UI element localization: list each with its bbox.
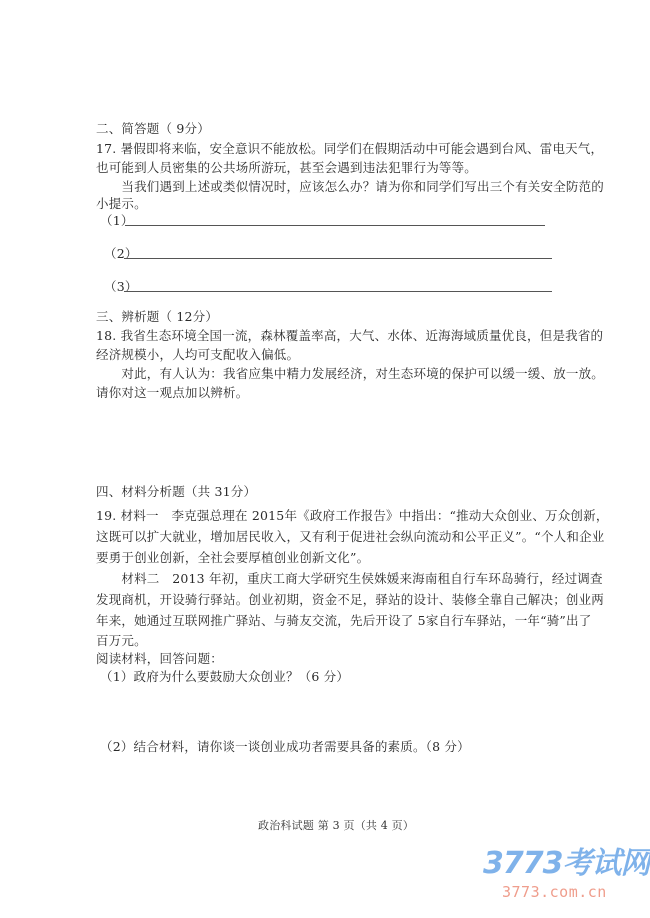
q17-line-2: 也可能到人员密集的公共场所游玩，甚至会遇到违法犯罪行为等等。 — [96, 160, 478, 175]
q19-line-2: 这既可以扩大就业，增加居民收入，又有利于促进社会纵向流动和公平正义”。“个人和企业 — [96, 529, 605, 544]
q19-line-4: 材料二 2013 年初，重庆工商大学研究生侯姝媛来海南租自行车环岛骑行，经过调查 — [96, 571, 603, 586]
watermark-url: 3773.com.cn — [502, 883, 607, 901]
answer-blank-1[interactable] — [125, 225, 545, 226]
answer-label-3: （3） — [104, 279, 138, 294]
q19-line-3: 要勇于创业创新，全社会要厚植创业创新文化”。 — [96, 550, 370, 565]
q17-line-4: 小提示。 — [96, 196, 147, 211]
section-heading-analysis: 三、辨析题（ 12分） — [96, 309, 219, 324]
section-heading-material: 四、材料分析题（共 31分） — [96, 484, 257, 499]
q19-line-1: 19. 材料一 李克强总理在 2015年《政府工作报告》中指出：“推动大众创业、万众创新， — [96, 508, 609, 523]
q18-line-2: 经济规模小，人均可支配收入偏低。 — [96, 347, 300, 362]
q19-line-8: 阅读材料，回答问题： — [96, 651, 224, 666]
q17-line-3: 当我们遇到上述或类似情况时，应该怎么办？请为你和同学们写出三个有关安全防范的 — [96, 179, 605, 194]
q19-subquestion-2: （2）结合材料，请你谈一谈创业成功者需要具备的素质。（8 分） — [100, 739, 470, 754]
q18-line-4: 请你对这一观点加以辨析。 — [96, 385, 249, 400]
q18-line-3: 对此，有人认为：我省应集中精力发展经济，对生态环境的保护可以缓一缓、放一放。 — [96, 366, 605, 381]
section-heading-short-answer: 二、简答题（ 9分） — [96, 121, 210, 136]
answer-label-1: （1） — [100, 213, 134, 228]
answer-blank-2[interactable] — [124, 258, 552, 259]
page-footer: 政治科试题 第 3 页（共 4 页） — [258, 819, 415, 832]
q17-line-1: 17. 暑假即将来临，安全意识不能放松。同学们在假期活动中可能会遇到台风、雷电天气， — [96, 141, 604, 156]
q19-line-7: 百万元。 — [96, 633, 147, 648]
q19-subquestion-1: （1）政府为什么要鼓励大众创业？（6 分） — [100, 669, 350, 684]
q18-line-1: 18. 我省生态环境全国一流，森林覆盖率高，大气、水体、近海海域质量优良，但是我省的 — [96, 328, 604, 343]
answer-label-2: （2） — [104, 246, 138, 261]
watermark-logo: 3773考试网 — [483, 846, 650, 881]
q19-line-5: 发现商机，开设骑行驿站。创业初期，资金不足，驿站的设计、装修全靠自己解决；创业两 — [96, 592, 605, 607]
answer-blank-3[interactable] — [124, 291, 552, 292]
q19-line-6: 年来，她通过互联网推广驿站、与骑友交流，先后开设了 5家自行车驿站，一年“骑”出了 — [96, 613, 592, 628]
